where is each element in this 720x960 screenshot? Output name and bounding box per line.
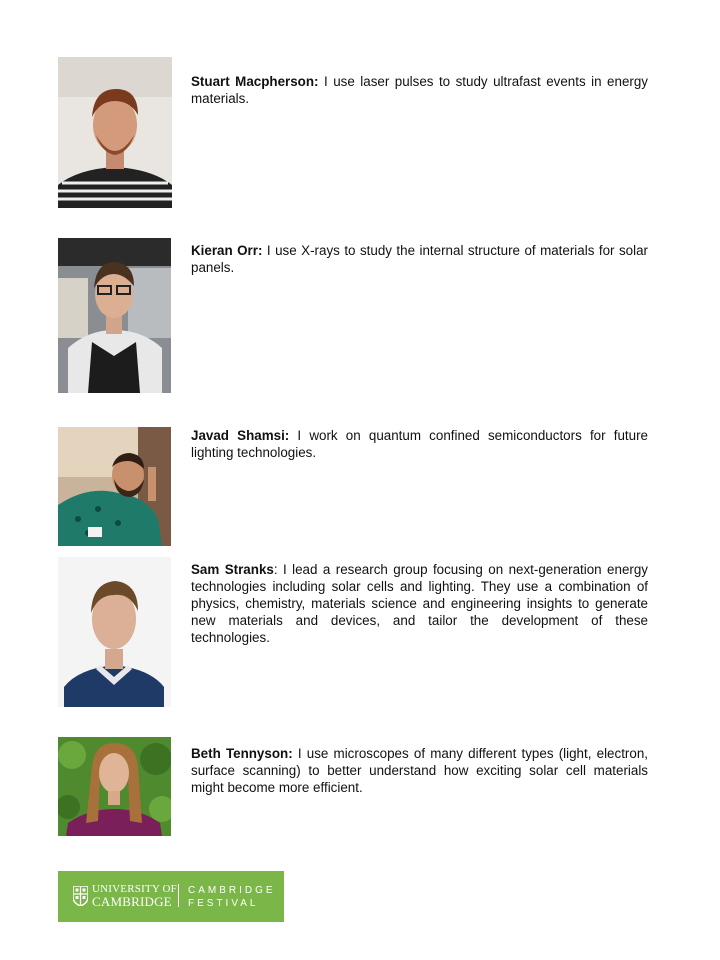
portrait-photo: [58, 57, 172, 208]
person-bio: [191, 73, 648, 107]
person-description: I use laser pulses to study ultrafast events in energy materials.: [191, 74, 648, 106]
person-bio: [191, 427, 648, 461]
portrait-photo: [58, 427, 171, 546]
festival-line2: FESTIVAL: [188, 898, 259, 909]
person-bio: [191, 561, 648, 646]
portrait-photo: [58, 737, 171, 836]
festival-line1: CAMBRIDGE: [188, 885, 276, 896]
logo-divider: [178, 884, 179, 907]
person-name: Beth Tennyson:: [191, 746, 293, 761]
person-name: Kieran Orr:: [191, 243, 263, 258]
festival-wordmark: [188, 884, 276, 910]
person-description: I use X-rays to study the internal structure of materials for solar panels.: [191, 243, 648, 275]
person-description: I use microscopes of many different types (light, electron, surface scanning) to better understand how exciting solar cell materials might become more efficient.: [191, 746, 648, 795]
person-bio: [191, 242, 648, 276]
person-bio: [191, 745, 648, 796]
person-name: Stuart Macpherson:: [191, 74, 319, 89]
person-description: : I lead a research group focusing on next-generation energy technologies including solar cells and lighting. They use a combination of physics, chemistry, materials science and engineering insights to generate new materials and devices, and tailor the development of these technologies.: [191, 562, 648, 645]
university-wordmark: [92, 884, 177, 908]
university-line1: UNIVERSITY OF: [92, 883, 177, 895]
cambridge-festival-logo: [58, 871, 284, 922]
portrait-photo: [58, 238, 171, 393]
university-line2: CAMBRIDGE: [92, 894, 172, 909]
person-name: Javad Shamsi:: [191, 428, 290, 443]
person-name: Sam Stranks: [191, 562, 274, 577]
person-description: I work on quantum confined semiconductors for future lighting technologies.: [191, 428, 649, 460]
portrait-photo: [58, 557, 171, 707]
university-shield-icon: [73, 886, 88, 911]
